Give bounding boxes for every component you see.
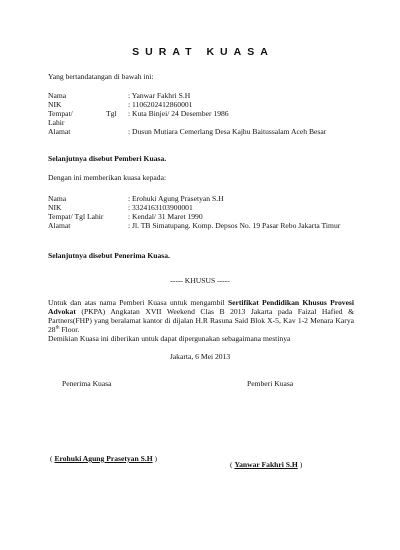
signature-left-name: Erohuki Agung Prasetyan S.H <box>54 454 153 463</box>
body-paragraph <box>48 298 354 343</box>
grantor-address-label: Alamat <box>48 127 71 136</box>
grantee-name-label: Nama <box>48 194 67 203</box>
grantor-address-value: : Dusun Mutiara Cemerlang Desa Kajhu Baitussalam Aceh Besar <box>128 127 327 136</box>
grantee-address-label: Alamat <box>48 221 71 230</box>
grantee-name-value: : Erohuki Agung Prasetyan S.H <box>128 194 224 203</box>
intro-text: Yang bertandatangan di bawah ini: <box>48 72 154 81</box>
signature-left-close: ) <box>152 454 158 463</box>
grantee-closing: Selanjutnya disebut Penerima Kuasa. <box>48 251 170 260</box>
body-text-part2: (PKPA) Angkatan XVII Weekend Clas B 2013 Jakarta pada Faizal Hafied & Partners(FHP) yang beralamat kantor di dijalan H.R Rasuna Said Blok X-5, Kav 1-2 Menara Karya 28 <box>48 307 354 334</box>
signature-right-name: Yanwar Fakhri S.H <box>234 460 298 469</box>
signature-left <box>50 454 157 463</box>
grantor-birth-label-a: Tempat/ <box>48 109 73 118</box>
body-closing-text: Demikian Kuasa ini diberikan untuk dapat dipergunakan sebagaimana mestinya <box>48 334 291 343</box>
signature-left-role: Penerima Kuasa <box>62 379 112 388</box>
grantor-closing: Selanjutnya disebut Pemberi Kuasa. <box>48 154 167 163</box>
grantor-birth-label-c: Lahir <box>48 118 65 127</box>
section-heading: ----- KHUSUS ----- <box>170 276 230 285</box>
grantee-nik-value: : 3324163103900001 <box>128 203 193 212</box>
grantor-nik-label: NIK <box>48 100 62 109</box>
grantor-name-label: Nama <box>48 91 67 100</box>
body-superscript: th <box>55 325 60 331</box>
document-title: SURAT KUASA <box>132 46 274 58</box>
place-date: Jakarta, 6 Mei 2013 <box>169 352 231 361</box>
grantor-birth-label-b: Tgl <box>106 109 117 118</box>
grantee-nik-label: NIK <box>48 203 62 212</box>
grantee-birth-value: : Kendal/ 31 Maret 1990 <box>128 212 203 221</box>
grantor-name-value: : Yanwar Fakhri S.H <box>128 91 191 100</box>
grantor-nik-value: : 1106202412860001 <box>128 100 193 109</box>
grantee-address-value: : Jl. TB Simatupang. Komp. Depsos No. 19 Pasar Rebo Jakarta Timur <box>128 221 341 230</box>
signature-right-role: Pemberi Kuasa <box>247 379 294 388</box>
intro2-text: Dengan ini memberikan kuasa kepada: <box>48 173 167 182</box>
signature-right-close: ) <box>297 460 303 469</box>
signature-left-open: ( <box>50 454 55 463</box>
grantor-birth-value: : Kuta Binjei/ 24 Desember 1986 <box>128 109 229 118</box>
grantee-birth-label: Tempat/ Tgl Lahir <box>48 212 104 221</box>
signature-right <box>230 460 302 469</box>
body-bold-text: Sertifikat Pendidikan Khusus Provesi Advokat <box>48 298 355 316</box>
signature-right-open: ( <box>230 460 235 469</box>
body-text-part3: Floor. <box>59 325 80 334</box>
body-text-part1: Untuk dan atas nama Pemberi Kuasa untuk mengambil <box>48 298 228 307</box>
